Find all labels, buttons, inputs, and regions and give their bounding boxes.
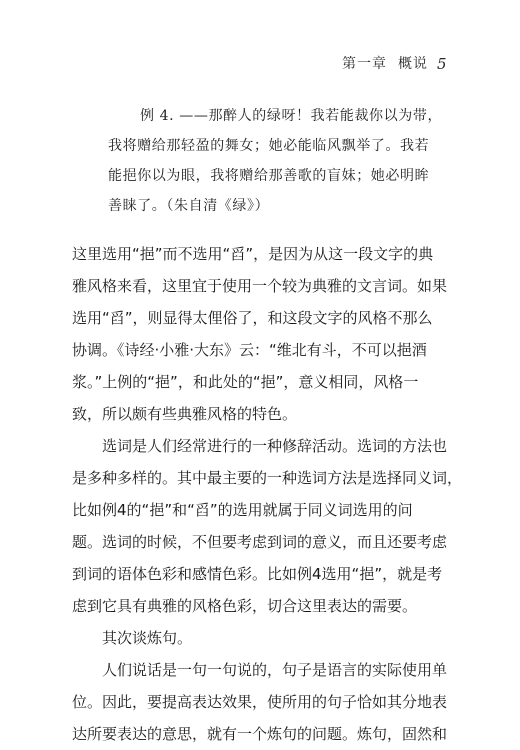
quote-line: 善睐了。（朱自清《绿》） <box>108 198 270 214</box>
paragraph-1-line: 选用“舀”，则显得太俚俗了，和这段文字的风格不那么 <box>72 309 433 327</box>
paragraph-2-line: 虑到它具有典雅的风格色彩，切合这里表达的需要。 <box>72 597 418 615</box>
page-number: 5 <box>437 55 447 73</box>
running-head <box>0 54 520 74</box>
paragraph-1-line: 浆。”上例的“挹”，和此处的“挹”，意义相同，风格一 <box>72 373 419 391</box>
chapter-label: 第一章 <box>342 56 387 72</box>
body-text <box>72 238 464 750</box>
paragraph-4-line: 达所要表达的意思，就有一个炼句的问题。炼句，固然和 <box>72 725 448 743</box>
paragraph-2-line: 到词的语体色彩和感情色彩。比如例4选用“挹”，就是考 <box>72 565 443 583</box>
paragraph-4-line: 位。因此，要提高表达效果，使所用的句子恰如其分地表 <box>72 693 448 711</box>
paragraph-4-line: 人们说话是一句一句说的，句子是语言的实际使用单 <box>102 661 448 679</box>
example-quote-block <box>108 101 448 221</box>
quote-line: 例 4. ——那醉人的绿呀！我若能裁你以为带， <box>140 108 443 124</box>
paragraph-2-line: 选词是人们经常进行的一种修辞活动。选词的方法也 <box>102 437 448 455</box>
quote-line: 我将赠给那轻盈的舞女；她必能临风飘举了。我若 <box>108 138 430 154</box>
paragraph-1-line: 协调。《诗经·小雅·大东》云：“维北有斗，不可以挹酒 <box>72 341 427 359</box>
paragraph-2-line: 比如例4的“挹”和“舀”的选用就属于同义词选用的问 <box>72 501 413 519</box>
paragraph-3-line: 其次谈炼句。 <box>102 629 193 647</box>
paragraph-1-line: 这里选用“挹”而不选用“舀”，是因为从这一段文字的典 <box>72 245 434 263</box>
paragraph-2-line: 题。选词的时候，不但要考虑到词的意义，而且还要考虑 <box>72 533 448 551</box>
section-title: 概说 <box>398 56 428 72</box>
paragraph-2-line: 是多种多样的。其中最主要的一种选词方法是选择同义词， <box>72 469 463 487</box>
paragraph-1-line: 雅风格来看，这里宜于使用一个较为典雅的文言词。如果 <box>72 277 448 295</box>
quote-line: 能挹你以为眼，我将赠给那善歌的盲妹；她必明眸 <box>108 168 430 184</box>
paragraph-1-line: 致，所以颇有些典雅风格的特色。 <box>72 405 298 423</box>
